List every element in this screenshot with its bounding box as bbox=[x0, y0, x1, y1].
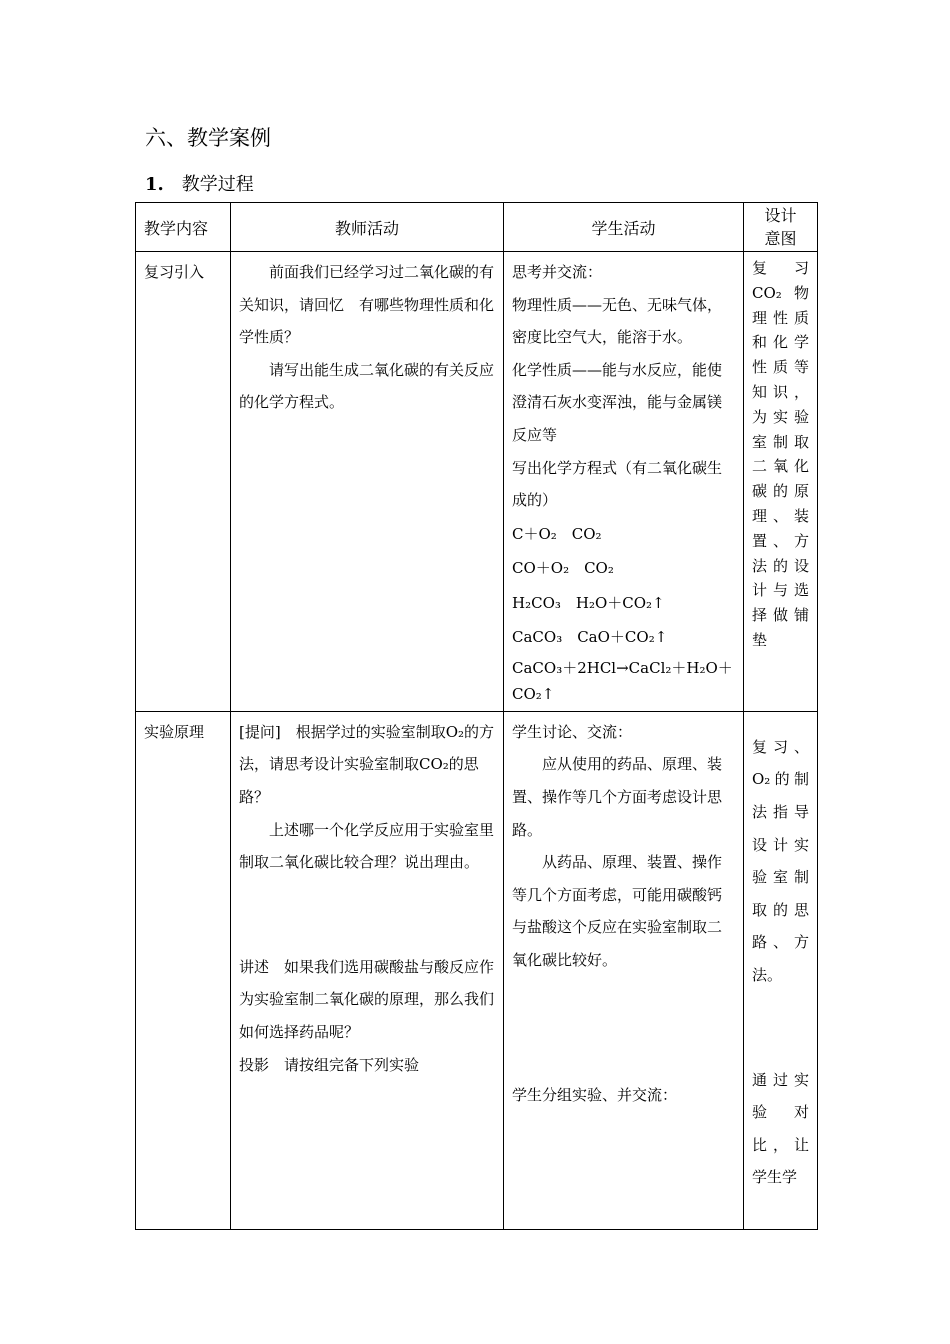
row2-teacher-p1: [提问] 根据学过的实验室制取O₂的方法，请思考设计实验室制取CO₂的思路？ bbox=[239, 722, 495, 806]
row1-student-p2: 物理性质——无色、无味气体，密度比空气大，能溶于水。 bbox=[512, 295, 723, 347]
row1-design-cell bbox=[744, 252, 818, 712]
header-design-line1: 设计 bbox=[764, 206, 797, 225]
equation-2: CO＋O₂ CO₂ bbox=[512, 559, 614, 578]
row2-content-cell bbox=[136, 711, 231, 1229]
row1-teacher-p2: 请写出能生成二氧化碳的有关反应的化学方程式。 bbox=[239, 360, 495, 412]
row2-student-p4: 学生分组实验、并交流： bbox=[512, 1085, 678, 1104]
subsection-heading bbox=[145, 170, 254, 196]
row2-content: 实验原理 bbox=[144, 722, 205, 741]
row2-design-p1: 复习、O₂的制法指导设计实验室制取的思路、方法。 bbox=[752, 737, 809, 984]
equation-3: H₂CO₃ H₂O＋CO₂↑ bbox=[512, 593, 665, 612]
teaching-process-table bbox=[135, 202, 818, 1230]
header-teacher: 教师活动 bbox=[231, 203, 504, 252]
subsection-title: 教学过程 bbox=[181, 174, 254, 195]
row1-content: 复习引入 bbox=[144, 263, 205, 281]
row2-teacher-p3: 讲述 如果我们选用碳酸盐与酸反应作为实验室制二氧化碳的原理，那么我们如何选择药品呢？ bbox=[239, 957, 495, 1041]
equation-5: CaCO₃＋2HCl→CaCl₂＋H₂O＋CO₂↑ bbox=[512, 658, 733, 703]
row2-design-p2: 通过实验对比，让学生学 bbox=[752, 1070, 809, 1187]
equation-4: CaCO₃ CaO＋CO₂↑ bbox=[512, 628, 668, 647]
row2-student-cell bbox=[504, 711, 744, 1229]
row1-teacher-p1: 前面我们已经学习过二氧化碳的有关知识，请回忆 有哪些物理性质和化学性质？ bbox=[239, 263, 495, 347]
header-student: 学生活动 bbox=[504, 203, 744, 252]
table-row bbox=[136, 711, 818, 1229]
header-content: 教学内容 bbox=[136, 203, 231, 252]
row2-student-p1: 学生讨论、交流： bbox=[512, 722, 633, 741]
table-row bbox=[136, 252, 818, 712]
equation-1: C＋O₂ CO₂ bbox=[512, 524, 602, 543]
row2-teacher-p4: 投影 请按组完备下列实验 bbox=[239, 1055, 420, 1074]
row1-student-cell bbox=[504, 252, 744, 712]
section-title-text: 六、教学案例 bbox=[145, 126, 271, 150]
row1-teacher-cell bbox=[231, 252, 504, 712]
row1-design: 复习CO₂物理性质和化学性质等知识，为实验室制取二氧化碳的原理、装置、方法的设计与选择做铺垫 bbox=[752, 259, 809, 649]
header-design bbox=[744, 203, 818, 252]
row1-student-p3: 化学性质——能与水反应，能使澄清石灰水变浑浊，能与金属镁反应等 bbox=[512, 360, 723, 444]
row2-student-p2: 应从使用的药品、原理、装置、操作等几个方面考虑设计思路。 bbox=[512, 755, 723, 839]
header-design-line2: 意图 bbox=[764, 229, 797, 248]
row2-teacher-p2: 上述哪一个化学反应用于实验室里制取二氧化碳比较合理？说出理由。 bbox=[239, 820, 495, 872]
row2-teacher-cell bbox=[231, 711, 504, 1229]
row1-content-cell bbox=[136, 252, 231, 712]
row1-student-p4: 写出化学方程式（有二氧化碳生成的） bbox=[512, 458, 723, 510]
row1-student-p1: 思考并交流： bbox=[512, 263, 603, 281]
row2-student-p3: 从药品、原理、装置、操作等几个方面考虑，可能用碳酸钙与盐酸这个反应在实验室制取二氧化碳比较好。 bbox=[512, 853, 723, 969]
subsection-number: 1. bbox=[145, 174, 164, 195]
table-header-row bbox=[136, 203, 818, 252]
row2-design-cell bbox=[744, 711, 818, 1229]
section-title bbox=[145, 122, 271, 152]
